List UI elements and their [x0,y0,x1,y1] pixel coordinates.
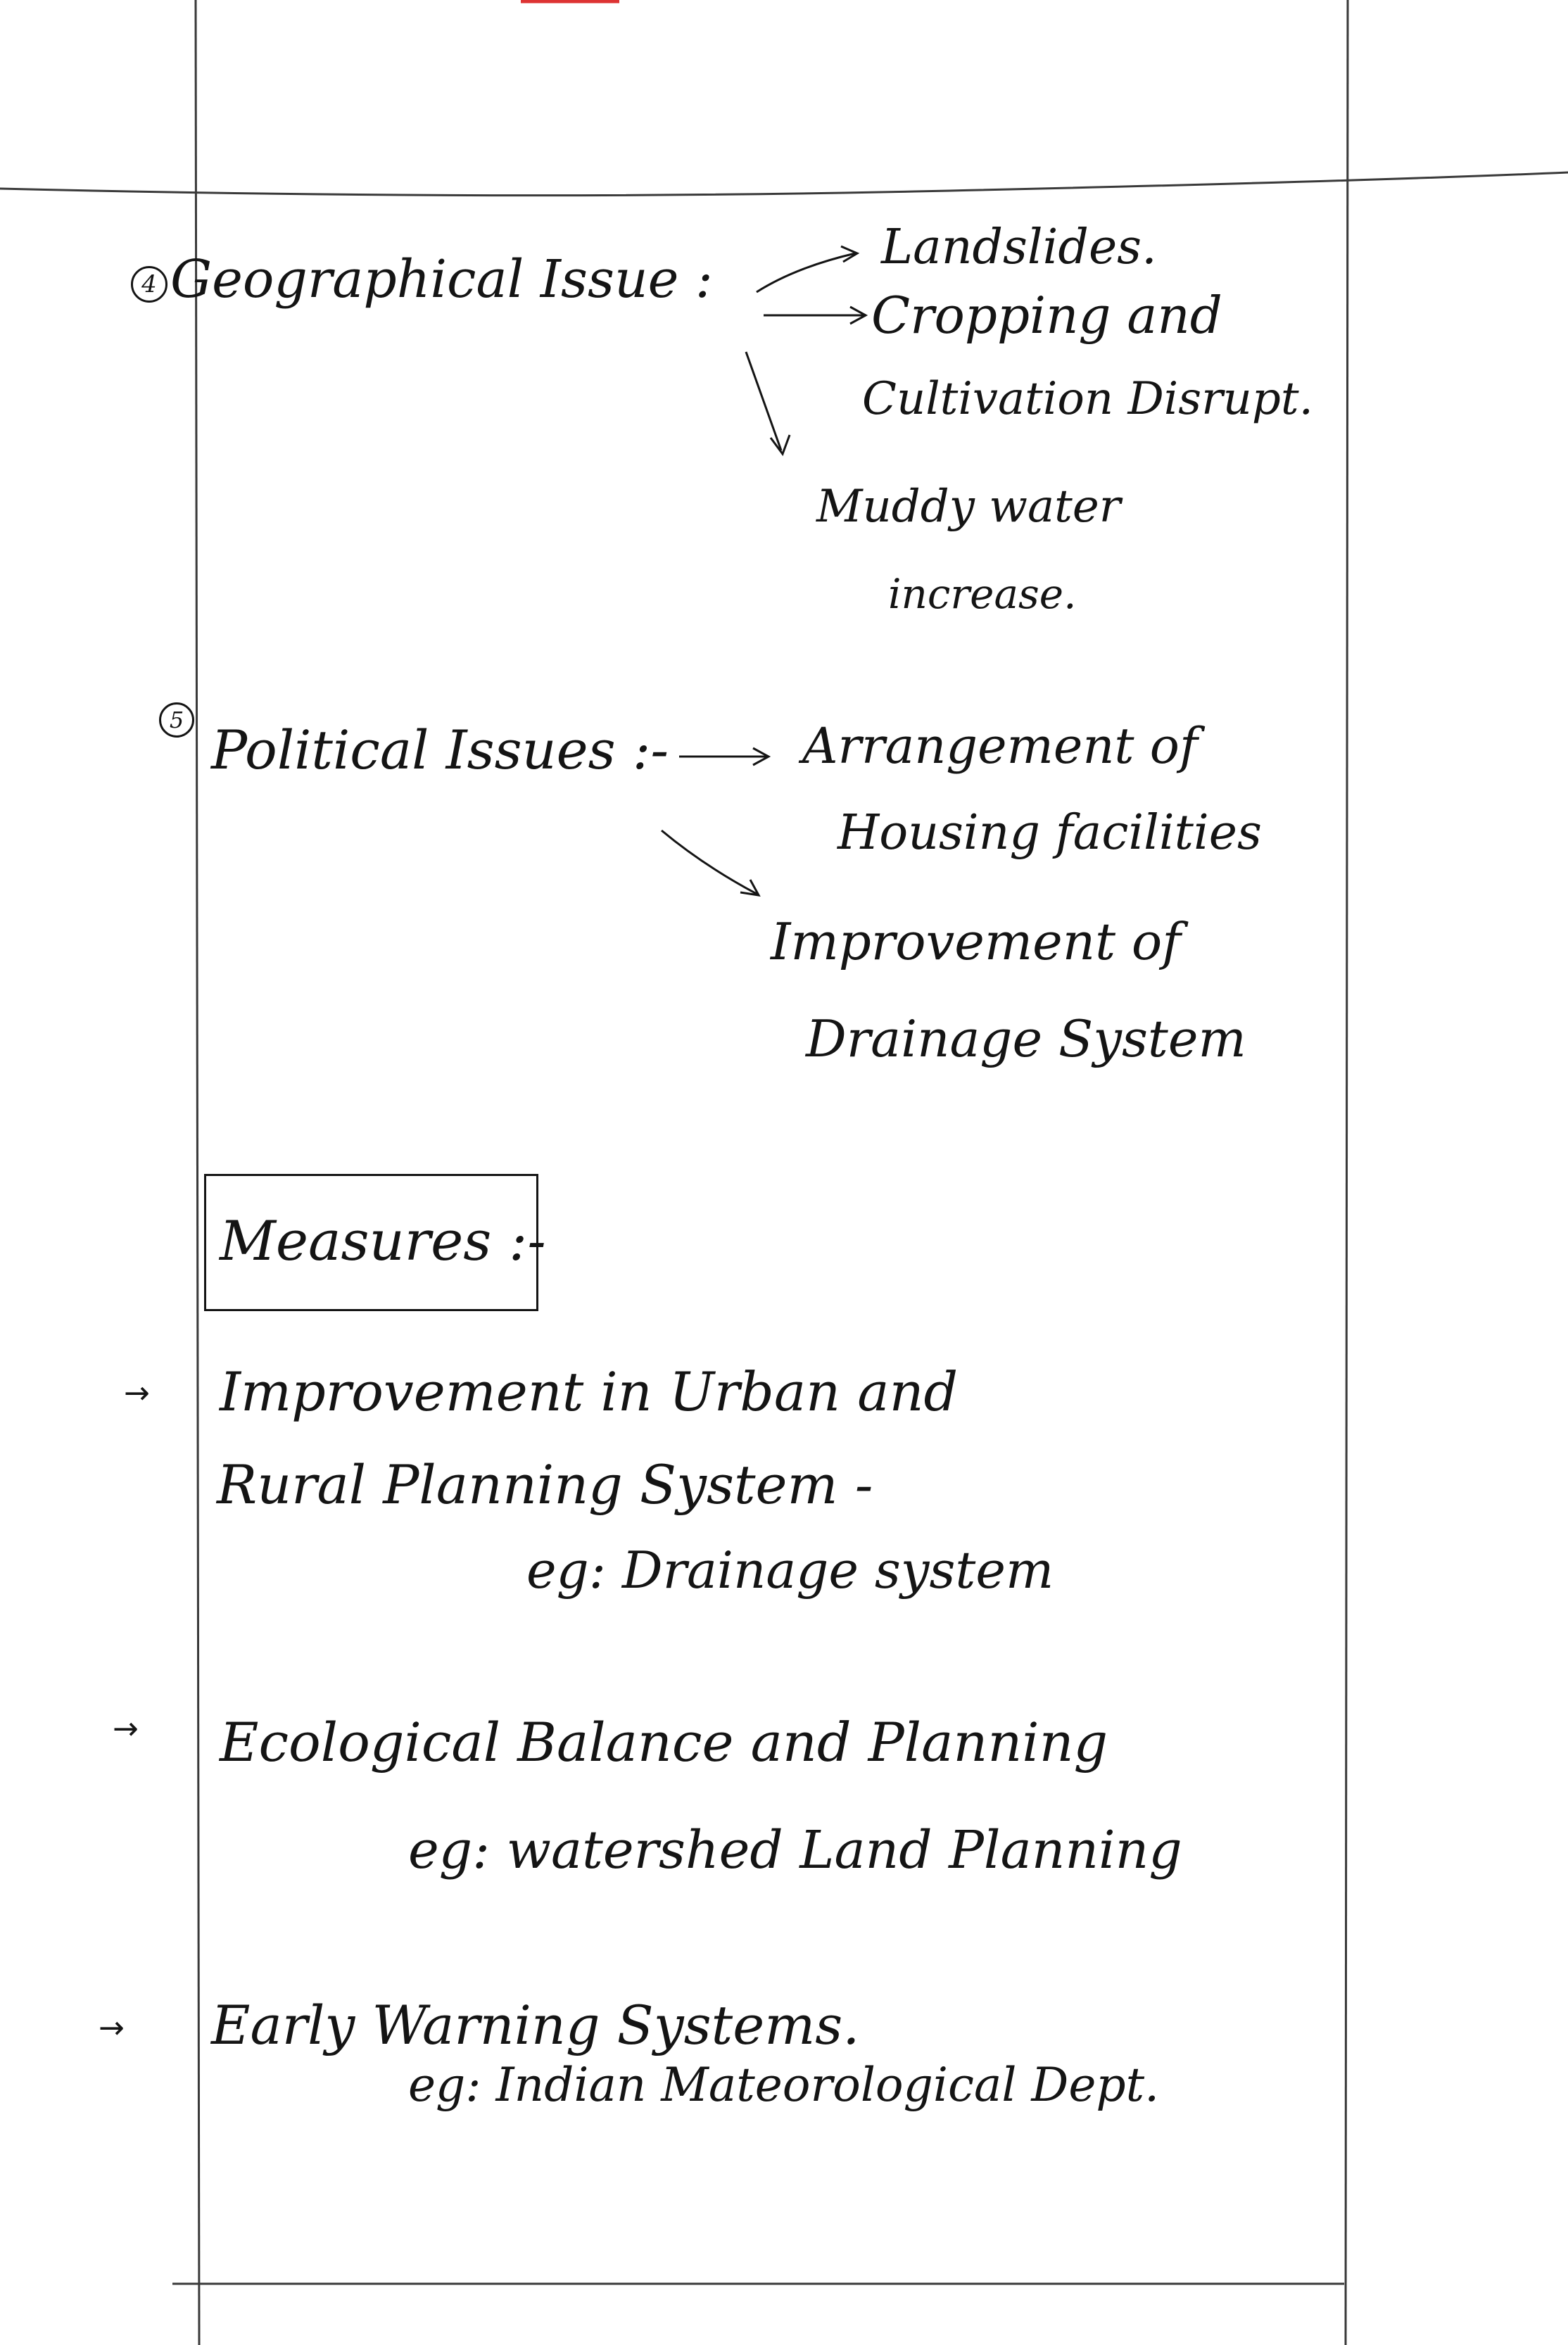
bullet-1-example: eg: Drainage system [526,1541,1054,1600]
measures-heading: Measures :- [220,1210,546,1273]
bullet-2-arrow: → [113,1711,139,1747]
bullet-3-arrow: → [99,2010,125,2046]
left-margin-line [196,0,199,2345]
pol-item-improvement: Improvement of [771,912,1181,971]
section-4-number: 4 [131,266,167,303]
pol-item-drainage: Drainage System [806,1009,1246,1068]
bullet-2-line-1: Ecological Balance and Planning [220,1711,1108,1774]
bullet-1-line-2: Rural Planning System - [217,1453,873,1516]
geo-item-landslides: Landslides. [881,220,1157,275]
bullet-3-line-1: Early Warning Systems. [211,1994,860,2056]
arrow-to-muddy-water [746,352,781,450]
pol-item-arrangement: Arrangement of [802,717,1198,775]
bullet-1-line-1: Improvement in Urban and [220,1360,959,1423]
bullet-3-example: eg: Indian Mateorological Dept. [408,2058,1160,2112]
arrow-to-improvement [662,830,757,894]
section-4-heading: Geographical Issue : [170,249,713,310]
section-5-number: 5 [159,702,194,738]
top-rule-line [0,172,1568,196]
pol-item-housing: Housing facilities [837,805,1262,861]
geo-item-muddy-water: Muddy water [816,481,1121,533]
geo-item-cultivation: Cultivation Disrupt. [862,373,1313,425]
arrow-to-landslides [757,253,855,292]
geo-item-increase: increase. [888,570,1077,618]
right-margin-line [1346,0,1348,2345]
section-5-heading: Political Issues :- [211,719,669,781]
bullet-2-example: eg: watershed Land Planning [408,1820,1182,1881]
bullet-1-arrow: → [124,1375,150,1411]
geo-item-cropping: Cropping and [871,286,1222,345]
